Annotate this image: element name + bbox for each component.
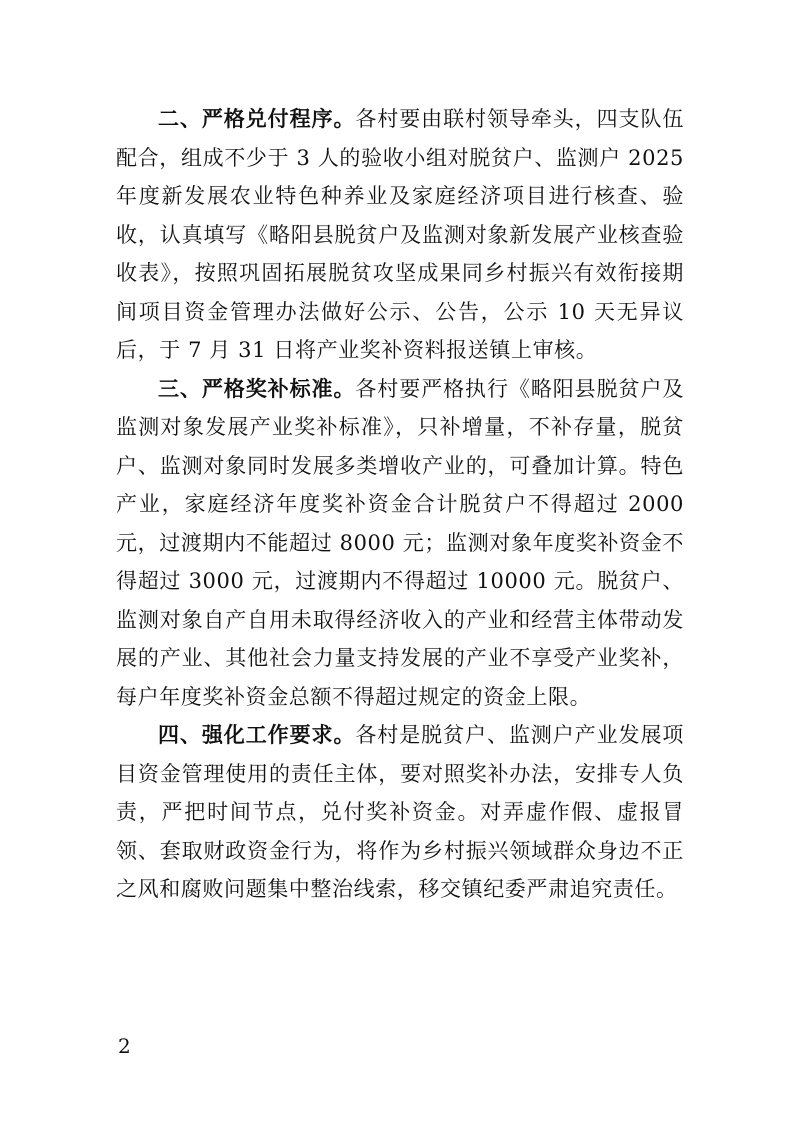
paragraph-work-requirements — [116, 716, 684, 909]
paragraph-heading: 三、严格奖补标准。 — [158, 375, 356, 401]
paragraph-text: 各村是脱贫户、监测户产业发展项目资金管理使用的责任主体，要对照奖补办法，安排专人负责，严把时间节点，兑付奖补资金。对弄虚作假、虚报冒领、套取财政资金行为，将作为乡村振兴领域群众身边不正之风和腐败问题集中整治线索，移交镇纪委严肃追究责任。 — [116, 723, 684, 901]
paragraph-heading: 二、严格兑付程序。 — [158, 106, 356, 131]
document-body — [116, 100, 684, 909]
paragraph-subsidy-standard — [116, 370, 684, 717]
paragraph-payment-procedure — [116, 100, 684, 370]
paragraph-text: 各村要严格执行《略阳县脱贫户及监测对象发展产业奖补标准》，只补增量，不补存量，脱贫户、监测对象同时发展多类增收产业的，可叠加计算。特色产业，家庭经济年度奖补资金合计脱贫户不得超过 2000 元，过渡期内不能超过 8000 元；监测对象年度奖补资金不得超过 3000 元，过渡期内不得超过 10000 元。脱贫户、监测对象自产自用未取得经济收入的产业和经营主体带动发展的产业、其他社会力量支持发展的产业不享受产业奖补，每户年度奖补资金总额不得超过规定的资金上限。 — [116, 376, 684, 709]
paragraph-text: 各村要由联村领导牵头，四支队伍配合，组成不少于 3 人的验收小组对脱贫户、监测户 2025 年度新发展农业特色种养业及家庭经济项目进行核查、验收，认真填写《略阳县脱贫户及监测对象新发展产业核查验收表》，按照巩固拓展脱贫攻坚成果同乡村振兴有效衔接期间项目资金管理办法做好公示、公告，公示 10 天无异议后，于 7 月 31 日将产业奖补资料报送镇上审核。 — [116, 107, 684, 362]
paragraph-heading: 四、强化工作要求。 — [158, 722, 356, 747]
page-number: 2 — [118, 1034, 131, 1058]
